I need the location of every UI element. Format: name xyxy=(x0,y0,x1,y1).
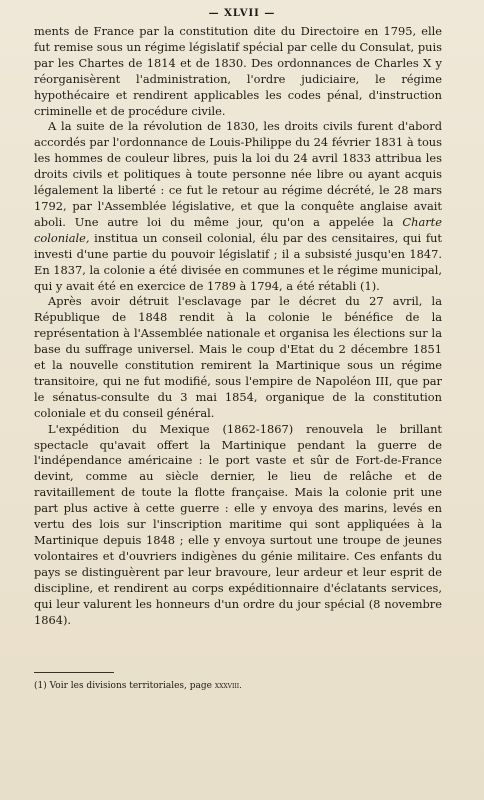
paragraph-2 xyxy=(34,119,442,294)
charte-coloniale-italic: Charte coloniale, xyxy=(34,214,442,245)
footnote-page-ref: xxxviii. xyxy=(214,681,242,691)
footnote xyxy=(34,680,442,692)
footnote-divider xyxy=(34,672,114,673)
page-number: — XLVII — xyxy=(208,8,276,19)
paragraph-3: Après avoir détruit l'esclavage par le décret du 27 avril, la République de 1848 rendit à la colonie le bénéfice de la représentation à l'Assemblée nationale et organisa les élections sur la base du suffrage universel. Mais le coup d'Etat du 2 décembre 1851 et la nouvelle constitution remirent la Martinique sous un régime transitoire, qui ne fut modifié, sous l'empire de Napoléon III, que par le sénatus-consulte du 3 mai 1854, organique de la constitution coloniale et du conseil général. xyxy=(34,294,442,420)
paragraph-1: ments de France par la constitution dite du Directoire en 1795, elle fut remise sous un régime législatif spécial par celle du Consulat, puis par les Chartes de 1814 et de 1830. Des ordonnances de Charles X y réorganisèrent l'administration, l'ordre judiciaire, le régime hypothécaire et rendirent applicables les codes pénal, d'instruction criminelle et de procédure civile. xyxy=(34,24,442,118)
paragraph-4: L'expédition du Mexique (1862-1867) renouvela le brillant spectacle qu'avait offert la Martinique pendant la guerre de l'indépendance américaine : le port vaste et sûr de Fort-de-France devint, comme au siècle dernier, le lieu de relâche et de ravitaillement de toute la flotte française. Mais la colonie prit une part plus active à cette guerre : elle y envoya des marins, levés en vertu des lois sur l'inscription maritime qui sont appliquées à la Martinique depuis 1848 ; elle y envoya surtout une troupe de jeunes volontaires et d'ouvriers indigènes du génie militaire. Ces enfants du pays se distinguèrent par leur bravoure, leur ardeur et leur esprit de discipline, et rendirent au corps expéditionnaire d'éclatants services, qui leur valurent les honneurs d'un ordre du jour spécial (8 novembre 1864). xyxy=(34,421,442,627)
paragraph-2-text-after: institua un conseil colonial, élu par des censitaires, qui fut investi d'une partie du pouvoir législatif ; il a subsisté jusqu'en 1847. En 1837, la colonie a été divisée en communes et le régime municipal, qui y avait été en exercice de 1789 à 1794, a été rétabli (1). xyxy=(34,230,442,293)
footnote-text: (1) Voir les divisions territoriales, page xyxy=(34,681,215,691)
body-text xyxy=(34,24,442,628)
paragraph-2-text-before: A la suite de la révolution de 1830, les droits civils furent d'abord accordés par l'ordonnance de Louis-Philippe du 24 février 1831 à tous les hommes de couleur libres, puis la loi du 24 avril 1833 attribua les droits civils et politiques à toute personne née libre ou ayant acquis légalement la liberté : ce fut le retour au régime décrété, le 28 mars 1792, par l'Assemblée législative, et que la conquête anglaise avait aboli. Une autre loi du même jour, qu'on a appelée la xyxy=(34,119,442,229)
